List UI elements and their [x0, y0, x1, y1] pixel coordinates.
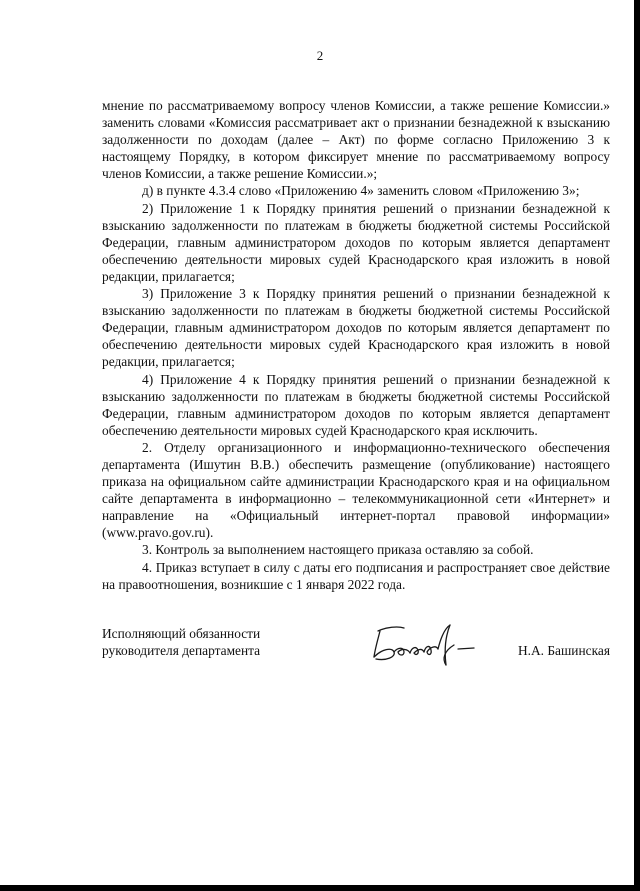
signer-title: [102, 625, 260, 659]
paragraph-item-2-appendix-1: 2) Приложение 1 к Порядку принятия решений о признании безнадежной к взысканию задолженности по платежам в бюджеты бюджетной системы Российской Федерации, главным администратором доходов по которым является департамент обеспечению деятельности мировых судей Краснодарского края изложить в новой редакции, прилагается;: [102, 200, 610, 284]
signer-title-line-1: Исполняющий обязанности: [102, 626, 261, 641]
scan-border-bottom: [0, 885, 640, 891]
page-number: 2: [316, 48, 324, 63]
scan-border-right: [634, 0, 640, 891]
paragraph-clause-4-effective-date: 4. Приказ вступает в силу с даты его подписания и распространяет свое действие на правоотношения, возникшие с 1 января 2022 года.: [102, 559, 610, 592]
paragraph-clause-2-publication: 2. Отделу организационного и информационно-технического обеспечения департамента (Ишутин В.В.) обеспечить размещение (опубликование) настоящего приказа на официальном сайте администрации Краснодарского края и на официальном сайте департамента в информационно – телекоммуникационной сети «Интернет» и направление на «Официальный интернет-портал правовой информации» (www.pravo.gov.ru).: [102, 439, 610, 541]
signer-name: Н.А. Башинская: [517, 643, 610, 658]
paragraph-item-3-appendix-3: 3) Приложение 3 к Порядку принятия решений о признании безнадежной к взысканию задолженности по платежам в бюджеты бюджетной системы Российской Федерации, главным администратором доходов по которым является департамент по обеспечению деятельности мировых судей Краснодарского края изложить в новой редакции, прилагается;: [102, 286, 610, 370]
paragraph-clause-3-control: 3. Контроль за выполнением настоящего приказа оставляю за собой.: [142, 542, 534, 558]
paragraph-continuation: мнение по рассматриваемому вопросу членов Комиссии, а также решение Комиссии.» заменить словами «Комиссия рассматривает акт о признании безнадежной к взысканию задолженности по доходам (далее – Акт) по форме согласно Приложению 3 к настоящему Порядку, в котором фиксирует мнение по рассматриваемому вопросу членов Комиссии, а также решение Комиссии.»;: [102, 98, 610, 182]
paragraph-item-4-appendix-4: 4) Приложение 4 к Порядку принятия решений о признании безнадежной к взысканию задолженности по платежам в бюджеты бюджетной системы Российской Федерации, главным администратором доходов по которым является департамент обеспечению деятельности мировых судей Краснодарского края исключить.: [102, 371, 610, 438]
paragraph-item-d: д) в пункте 4.3.4 слово «Приложению 4» заменить словом «Приложению 3»;: [142, 183, 580, 199]
signer-title-line-2: руководителя департамента: [102, 643, 261, 659]
handwritten-signature: [364, 619, 484, 671]
signature-block: [102, 625, 610, 685]
document-body: [102, 97, 610, 593]
